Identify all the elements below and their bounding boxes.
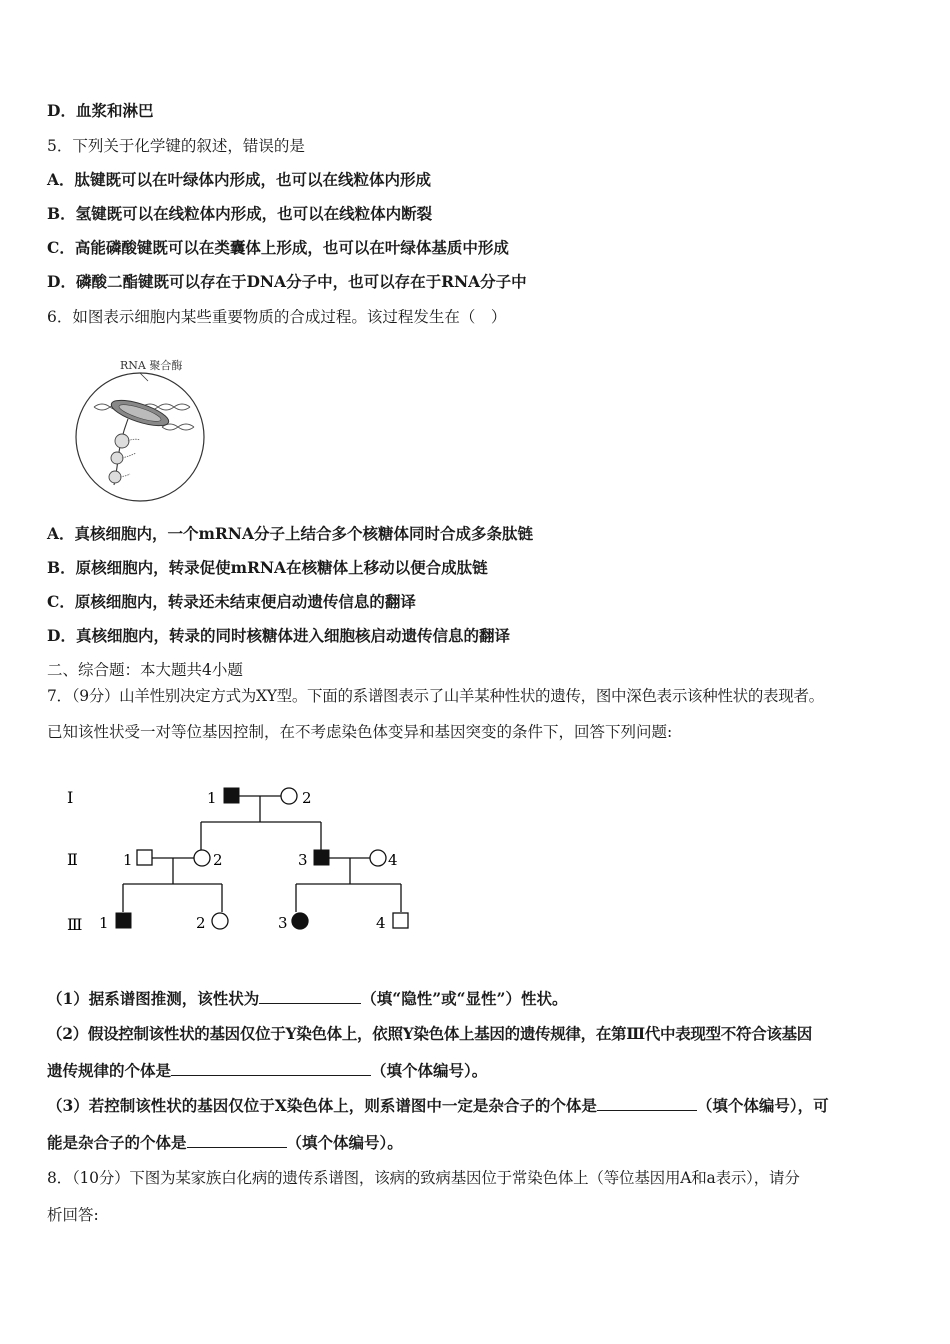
rna-polymerase-label: RNA 聚合酶 <box>120 359 183 372</box>
gen2-f4-number: 4 <box>388 851 398 869</box>
q5-option-d: D．磷酸二酯键既可以存在于DNA分子中，也可以存在于RNA分子中 <box>47 272 527 291</box>
pedigree-chart <box>55 780 425 945</box>
gen3-m4-number: 4 <box>376 914 386 932</box>
gen3-f3-number: 3 <box>278 914 288 932</box>
gen-label-2: Ⅱ <box>67 850 78 869</box>
q7-sub3-answer-blank-2[interactable] <box>187 1133 287 1148</box>
gen2-m1-male <box>137 850 152 865</box>
q7-sub2-answer-blank[interactable] <box>171 1061 371 1076</box>
q6-option-c: C．原核细胞内，转录还未结束便启动遗传信息的翻译 <box>47 592 416 611</box>
q6-stem: 6．如图表示细胞内某些重要物质的合成过程。该过程发生在（ ） <box>47 308 507 326</box>
q5-option-a: A．肽键既可以在叶绿体内形成，也可以在线粒体内形成 <box>47 170 432 189</box>
q7-sub2-text-after: （填个体编号）。 <box>371 1061 488 1080</box>
q6-option-b: B．原核细胞内，转录促使mRNA在核糖体上移动以便合成肽链 <box>47 558 488 577</box>
gen1-m1-number: 1 <box>207 789 217 807</box>
gen-label-1: Ⅰ <box>67 788 74 807</box>
gen2-f4-female <box>370 850 386 866</box>
gen2-f2-number: 2 <box>213 851 223 869</box>
gen2-m1-number: 1 <box>123 851 133 869</box>
gen3-m4-male <box>393 913 408 928</box>
transcription-translation-figure <box>70 345 220 505</box>
q6-option-d: D．真核细胞内，转录的同时核糖体进入细胞核启动遗传信息的翻译 <box>47 626 510 645</box>
q7-sub3-text-mid: （填个体编号），可 <box>696 1096 829 1115</box>
q7-sub2-line1: （2）假设控制该性状的基因仅位于Y染色体上，依照Y染色体上基因的遗传规律，在第Ⅲ代中表现型不符合该基因 <box>47 1024 812 1043</box>
q8-stem-line2: 析回答: <box>47 1206 99 1224</box>
gen2-m3-affected-male <box>314 850 329 865</box>
q7-sub1-text-after: （填“隐性”或“显性”）性状。 <box>361 989 568 1008</box>
gen-label-3: Ⅲ <box>67 915 83 934</box>
gen2-f2-female <box>194 850 210 866</box>
gen2-m3-number: 3 <box>298 851 308 869</box>
q7-sub3-line1 <box>47 1095 829 1117</box>
q7-stem-line2: 已知该性状受一对等位基因控制，在不考虑染色体变异和基因突变的条件下，回答下列问题: <box>47 723 673 741</box>
gen3-m1-number: 1 <box>99 914 109 932</box>
gen3-m1-affected-male <box>116 913 131 928</box>
q7-sub3-line2-after: （填个体编号）。 <box>286 1133 403 1152</box>
gen1-m1-affected-male <box>224 788 239 803</box>
q7-sub3-line2-before: 能是杂合子的个体是 <box>47 1133 187 1152</box>
q5-option-c: C．高能磷酸键既可以在类囊体上形成，也可以在叶绿体基质中形成 <box>47 238 509 257</box>
q7-sub3-text-before: （3）若控制该性状的基因仅位于X染色体上，则系谱图中一定是杂合子的个体是 <box>47 1096 597 1115</box>
gen3-f2-number: 2 <box>196 914 206 932</box>
q8-stem-line1: 8．（10分）下图为某家族白化病的遗传系谱图，该病的致病基因位于常染色体上（等位基因用A和a表示），请分 <box>47 1169 800 1187</box>
gen1-f2-number: 2 <box>302 789 312 807</box>
section-heading: 二、综合题：本大题共4小题 <box>47 661 243 679</box>
q6-option-a: A．真核细胞内，一个mRNA分子上结合多个核糖体同时合成多条肽链 <box>47 524 534 543</box>
q4-option-d: D．血浆和淋巴 <box>47 101 154 120</box>
gen3-f3-affected-female <box>292 913 308 929</box>
gen3-f2-female <box>212 913 228 929</box>
q7-sub1-text-before: （1）据系谱图推测，该性状为 <box>47 989 260 1008</box>
q7-sub2-text-before: 遗传规律的个体是 <box>47 1061 172 1080</box>
q7-stem-line1: 7．（9分）山羊性别决定方式为XY型。下面的系谱图表示了山羊某种性状的遗传，图中深色表示该种性状的表现者。 <box>47 687 824 705</box>
gen1-f2-female <box>281 788 297 804</box>
q7-sub3-line2 <box>47 1132 403 1154</box>
q7-sub3-answer-blank-1[interactable] <box>597 1096 697 1111</box>
q7-sub2-line2 <box>47 1060 487 1082</box>
q5-option-b: B．氢键既可以在线粒体内形成，也可以在线粒体内断裂 <box>47 204 433 223</box>
q7-sub1 <box>47 988 567 1010</box>
q5-stem: 5．下列关于化学键的叙述，错误的是 <box>47 137 305 155</box>
q7-sub1-answer-blank[interactable] <box>259 989 361 1004</box>
